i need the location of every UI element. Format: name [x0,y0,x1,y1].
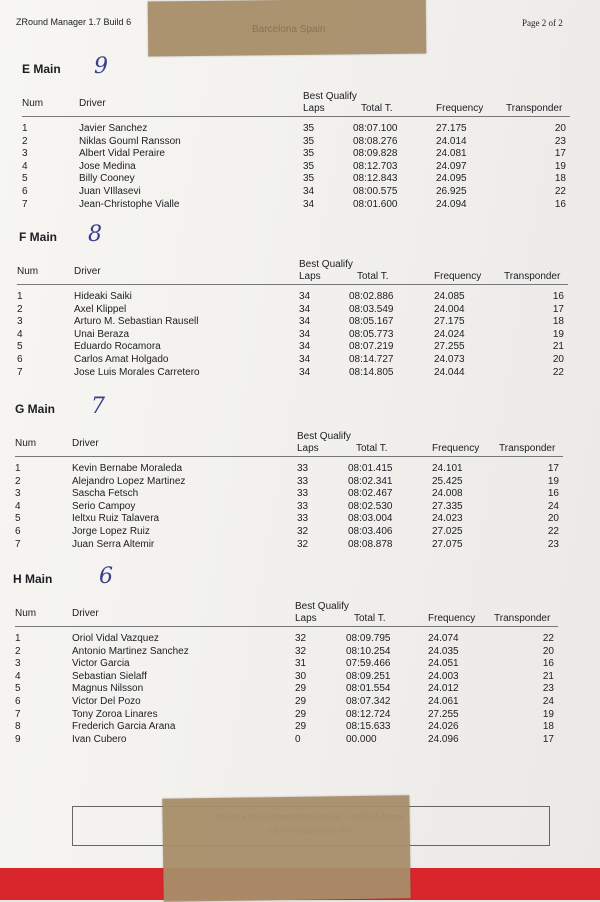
cell-transponder: 23 [554,135,566,147]
cell-laps: 34 [299,328,311,340]
cell-laps: 35 [303,173,315,185]
cell-transponder: 20 [547,513,559,525]
table-row [0,501,600,513]
cell-frequency: 27.025 [432,526,463,537]
cell-transponder: 18 [554,173,566,185]
table-row [0,367,600,379]
col-num: Num [22,98,44,109]
table-row [0,136,600,148]
table-row [0,526,600,538]
cell-transponder: 19 [547,475,559,487]
cell-total: 08:14.727 [349,354,394,365]
cell-laps: 33 [297,500,309,512]
cell-driver: Arturo M. Sebastian Rausell [74,316,199,328]
table-row [0,304,600,316]
cell-laps: 35 [303,160,315,172]
cell-laps: 35 [303,135,315,147]
cell-total: 08:01.554 [346,683,391,695]
cell-total: 08:02.341 [348,475,393,487]
cell-frequency: 24.073 [434,354,465,365]
table-row [0,671,600,683]
table-row [0,488,600,500]
cell-transponder: 19 [552,328,564,340]
col-driver: Driver [72,608,99,619]
cell-laps: 33 [297,463,309,474]
cell-total: 08:09.251 [346,670,391,682]
cell-driver: Juan VIllasevi [79,186,141,197]
section-title: G Main [15,402,56,416]
table-row [0,341,600,353]
cell-frequency: 27.075 [432,538,463,550]
cell-transponder: 19 [542,708,554,720]
col-laps: Laps [297,443,319,454]
table-row [0,734,600,746]
cell-transponder: 16 [552,291,564,302]
table-row [0,658,600,670]
cell-driver: Unai Beraza [74,328,130,340]
cell-frequency: 27.255 [428,708,459,720]
col-transponder: Transponder [506,103,563,114]
cell-num: 8 [15,721,21,733]
col-frequency: Frequency [428,613,476,624]
cell-laps: 35 [303,123,315,134]
col-frequency: Frequency [434,271,482,282]
cell-laps: 34 [303,186,315,197]
cell-frequency: 24.081 [436,148,467,160]
cell-driver: Serio Campoy [72,500,136,512]
cell-num: 2 [15,475,21,487]
table-row [0,161,600,173]
section-title: E Main [22,62,61,76]
cell-transponder: 17 [542,733,554,745]
cell-total: 08:12.703 [353,160,398,172]
table-row [0,683,600,695]
cell-frequency: 27.175 [436,123,467,134]
cell-total: 08:10.254 [346,645,391,657]
cell-driver: Sascha Fetsch [72,488,139,500]
table-row [0,463,600,475]
cell-frequency: 27.255 [434,341,465,353]
cell-transponder: 17 [552,303,564,315]
col-laps: Laps [295,613,317,624]
cell-transponder: 23 [547,538,559,550]
cell-total: 08:02.467 [348,488,393,500]
cell-frequency: 24.003 [428,670,459,682]
cell-transponder: 18 [542,721,554,733]
cell-num: 2 [17,303,23,315]
cell-frequency: 24.097 [436,160,467,172]
table-row [0,721,600,733]
cell-laps: 33 [297,513,309,525]
cell-frequency: 24.004 [434,303,465,315]
cell-frequency: 24.085 [434,291,465,302]
table-row [0,173,600,185]
cell-num: 9 [15,733,21,745]
app-title: ZRound Manager 1.7 Build 6 [16,17,132,27]
col-num: Num [15,438,37,449]
table-row [0,199,600,211]
cell-num: 6 [22,186,28,197]
table-row [0,186,600,198]
col-total: Total T. [357,271,389,282]
cell-total: 08:01.415 [348,463,393,474]
col-transponder: Transponder [504,271,561,282]
cell-transponder: 21 [552,341,564,353]
cell-num: 4 [17,328,23,340]
cell-num: 4 [15,500,21,512]
cell-laps: 34 [299,354,311,365]
cell-laps: 29 [295,696,307,707]
section-title: H Main [13,572,53,586]
table-row [0,633,600,645]
cell-frequency: 24.061 [428,696,459,707]
col-best-qualify: Best Qualify [295,601,349,612]
col-total: Total T. [361,103,393,114]
table-row [0,476,600,488]
handwritten-number: 9 [94,54,108,79]
cell-driver: Antonio Martinez Sanchez [72,645,189,657]
table-row [0,709,600,721]
table-row [0,513,600,525]
handwritten-number: 6 [99,564,113,589]
cell-total: 08:12.724 [346,708,391,720]
cell-transponder: 22 [542,633,554,644]
cell-total: 00.000 [346,733,377,745]
table-row [0,291,600,303]
table-row [0,539,600,551]
cell-num: 2 [15,645,21,657]
cell-driver: Carlos Amat Holgado [74,354,169,365]
cell-frequency: 24.008 [432,488,463,500]
cell-num: 3 [17,316,23,328]
cell-total: 08:02.886 [349,291,394,302]
cell-total: 08:03.549 [349,303,394,315]
cell-total: 08:14.805 [349,366,394,378]
cell-total: 08:12.843 [353,173,398,185]
cell-laps: 34 [299,366,311,378]
cell-num: 4 [22,160,28,172]
cell-laps: 32 [295,633,307,644]
cell-num: 6 [15,696,21,707]
cell-transponder: 19 [554,160,566,172]
cell-frequency: 25.425 [432,475,463,487]
cell-laps: 32 [297,526,309,537]
cell-num: 7 [15,708,21,720]
cell-driver: Javier Sanchez [79,123,148,134]
cell-frequency: 24.074 [428,633,459,644]
col-num: Num [15,608,37,619]
cell-laps: 33 [297,488,309,500]
cell-laps: 29 [295,708,307,720]
table-row [0,329,600,341]
cell-frequency: 24.051 [428,658,459,670]
cell-num: 4 [15,670,21,682]
cell-driver: Frederich Garcia Arana [72,721,176,733]
cell-total: 08:07.100 [353,123,398,134]
cell-driver: Jose Medina [79,160,136,172]
section-title: F Main [19,230,57,244]
cell-num: 5 [22,173,28,185]
cell-frequency: 24.026 [428,721,459,733]
cell-total: 08:09.828 [353,148,398,160]
col-laps: Laps [299,271,321,282]
cell-transponder: 17 [554,148,566,160]
cell-laps: 32 [297,538,309,550]
table-row [0,123,600,135]
cell-driver: Victor Garcia [72,658,130,670]
col-best-qualify: Best Qualify [299,259,353,270]
cell-driver: Oriol Vidal Vazquez [72,633,159,644]
cell-frequency: 24.023 [432,513,463,525]
cell-driver: Tony Zoroa Linares [72,708,158,720]
cell-total: 08:03.004 [348,513,393,525]
cell-frequency: 24.014 [436,135,467,147]
cell-transponder: 16 [542,658,554,670]
cell-num: 3 [15,488,21,500]
cell-total: 08:09.795 [346,633,391,644]
col-num: Num [17,266,39,277]
cell-laps: 0 [295,733,301,745]
cell-driver: Ivan Cubero [72,733,127,745]
cell-laps: 29 [295,683,307,695]
table-row [0,696,600,708]
col-driver: Driver [79,98,106,109]
cell-laps: 33 [297,475,309,487]
col-transponder: Transponder [494,613,551,624]
cell-transponder: 20 [542,645,554,657]
tape-bottom [162,795,410,901]
cell-transponder: 21 [542,670,554,682]
cell-num: 1 [15,463,21,474]
table-row [0,148,600,160]
col-laps: Laps [303,103,325,114]
cell-num: 5 [15,683,21,695]
cell-laps: 32 [295,645,307,657]
cell-total: 08:08.276 [353,135,398,147]
cell-num: 5 [15,513,21,525]
cell-driver: Billy Cooney [79,173,135,185]
cell-transponder: 24 [542,696,554,707]
cell-laps: 30 [295,670,307,682]
cell-num: 6 [17,354,23,365]
table-row [0,354,600,366]
col-transponder: Transponder [499,443,556,454]
header-rule [22,116,570,117]
cell-transponder: 22 [547,526,559,537]
cell-num: 1 [15,633,21,644]
col-best-qualify: Best Qualify [303,91,357,102]
cell-laps: 34 [299,291,311,302]
table-row [0,646,600,658]
cell-transponder: 18 [552,316,564,328]
cell-total: 08:00.575 [353,186,398,197]
cell-total: 08:03.406 [348,526,393,537]
cell-transponder: 24 [547,500,559,512]
page-indicator: Page 2 of 2 [522,18,563,28]
cell-frequency: 24.096 [428,733,459,745]
col-total: Total T. [354,613,386,624]
cell-transponder: 16 [554,198,566,210]
cell-transponder: 20 [554,123,566,134]
cell-driver: Sebastian Sielaff [72,670,147,682]
col-best-qualify: Best Qualify [297,431,351,442]
cell-driver: Ieltxu Ruiz Talavera [72,513,160,525]
col-driver: Driver [72,438,99,449]
cell-num: 7 [15,538,21,550]
cell-driver: Victor Del Pozo [72,696,141,707]
cell-num: 1 [22,123,28,134]
cell-transponder: 22 [554,186,566,197]
col-total: Total T. [356,443,388,454]
cell-frequency: 24.044 [434,366,465,378]
cell-num: 6 [15,526,21,537]
cell-transponder: 17 [547,463,559,474]
cell-laps: 34 [299,341,311,353]
cell-frequency: 26.925 [436,186,467,197]
cell-total: 08:07.342 [346,696,391,707]
cell-total: 07:59.466 [346,658,391,670]
cell-driver: Axel Klippel [74,303,127,315]
header-rule [15,456,563,457]
cell-num: 3 [15,658,21,670]
cell-driver: Magnus Nilsson [72,683,144,695]
cell-driver: Hideaki Saiki [74,291,132,302]
cell-num: 1 [17,291,23,302]
cell-laps: 31 [295,658,307,670]
table-row [0,316,600,328]
venue-title: Barcelona Spain [252,24,326,35]
cell-transponder: 20 [552,354,564,365]
handwritten-number: 8 [88,222,102,247]
cell-laps: 29 [295,721,307,733]
col-frequency: Frequency [432,443,480,454]
cell-laps: 34 [303,198,315,210]
cell-num: 7 [22,198,28,210]
cell-total: 08:05.167 [349,316,394,328]
cell-transponder: 16 [547,488,559,500]
cell-frequency: 27.335 [432,500,463,512]
cell-frequency: 24.101 [432,463,463,474]
cell-frequency: 24.035 [428,645,459,657]
cell-num: 2 [22,135,28,147]
cell-total: 08:08.878 [348,538,393,550]
cell-transponder: 22 [552,366,564,378]
handwritten-number: 7 [91,394,105,419]
cell-transponder: 23 [542,683,554,695]
cell-laps: 34 [299,316,311,328]
col-driver: Driver [74,266,101,277]
cell-driver: Kevin Bernabe Moraleda [72,463,183,474]
cell-frequency: 27.175 [434,316,465,328]
cell-driver: Jose Luis Morales Carretero [74,366,200,378]
cell-driver: Eduardo Rocamora [74,341,161,353]
cell-driver: Jorge Lopez Ruiz [72,526,150,537]
cell-driver: Albert Vidal Peraire [79,148,165,160]
cell-laps: 35 [303,148,315,160]
cell-num: 7 [17,366,23,378]
cell-driver: Juan Serra Altemir [72,538,155,550]
cell-laps: 34 [299,303,311,315]
cell-frequency: 24.095 [436,173,467,185]
col-frequency: Frequency [436,103,484,114]
cell-num: 5 [17,341,23,353]
header-rule [17,284,568,285]
header-rule [15,626,558,627]
cell-total: 08:01.600 [353,198,398,210]
cell-total: 08:05.773 [349,328,394,340]
cell-driver: Alejandro Lopez Martinez [72,475,186,487]
cell-frequency: 24.024 [434,328,465,340]
cell-total: 08:07.219 [349,341,394,353]
cell-frequency: 24.012 [428,683,459,695]
cell-driver: Niklas Gouml Ransson [79,135,181,147]
cell-num: 3 [22,148,28,160]
cell-total: 08:15.633 [346,721,391,733]
cell-driver: Jean-Christophe Vialle [79,198,180,210]
cell-total: 08:02.530 [348,500,393,512]
cell-frequency: 24.094 [436,198,467,210]
